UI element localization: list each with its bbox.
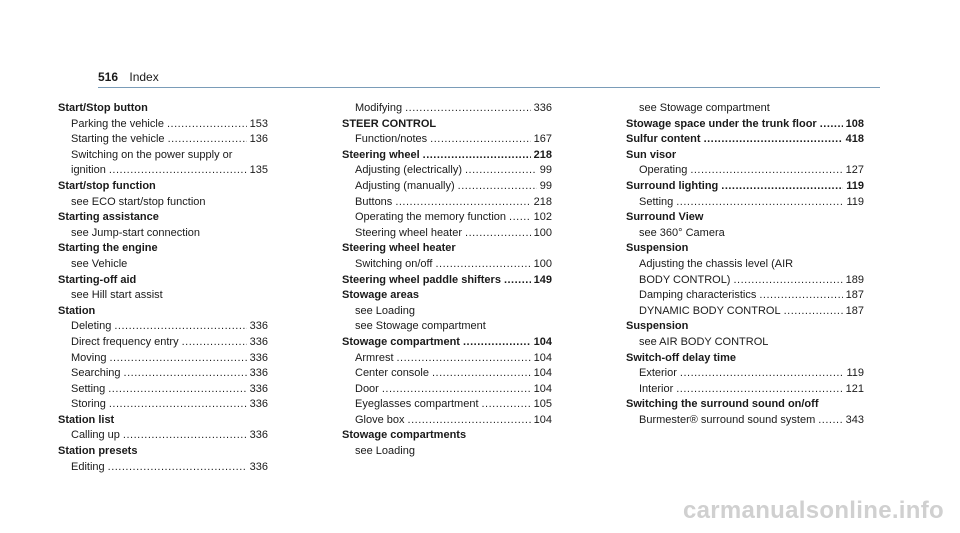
page-title: Index — [129, 70, 159, 84]
index-subentry — [626, 288, 864, 304]
entry-label: Suspension — [626, 242, 689, 255]
leader-dots — [167, 117, 247, 133]
index-heading — [58, 444, 268, 460]
leader-dots — [465, 226, 531, 242]
entry-label: BODY CONTROL) — [639, 273, 731, 286]
entry-label: Burmester® surround sound system — [639, 413, 816, 426]
index-subentry — [626, 273, 864, 289]
index-heading — [342, 335, 552, 351]
index-heading — [342, 288, 552, 304]
index-subentry — [58, 148, 268, 164]
entry-label: see ECO start/stop function — [71, 195, 206, 208]
index-heading — [626, 148, 864, 164]
leader-dots — [465, 163, 537, 179]
header-rule — [98, 87, 880, 88]
page-reference: 105 — [533, 398, 552, 411]
index-subentry — [58, 195, 268, 211]
page-reference: 167 — [533, 133, 552, 146]
index-subentry — [342, 163, 552, 179]
index-subentry — [58, 460, 268, 476]
index-subentry — [58, 335, 268, 351]
index-heading — [342, 428, 552, 444]
entry-label: Eyeglasses compartment — [355, 398, 479, 411]
entry-label: Stowage compartments — [342, 429, 467, 442]
index-subentry — [58, 366, 268, 382]
leader-dots — [382, 382, 531, 398]
index-heading — [58, 413, 268, 429]
page-reference: 336 — [249, 382, 268, 395]
leader-dots — [680, 366, 844, 382]
entry-label: Steering wheel heater — [342, 242, 456, 255]
index-subentry — [342, 397, 552, 413]
entry-label: Suspension — [626, 320, 689, 333]
page-reference: 104 — [533, 351, 552, 364]
index-heading — [58, 304, 268, 320]
index-heading — [626, 117, 864, 133]
page-reference: 336 — [249, 351, 268, 364]
index-subentry — [58, 226, 268, 242]
entry-label: Moving — [71, 351, 107, 364]
page-reference: 135 — [249, 164, 268, 177]
page-reference: 336 — [249, 367, 268, 380]
index-heading — [342, 148, 552, 164]
entry-label: see Hill start assist — [71, 289, 163, 302]
leader-dots — [395, 195, 530, 211]
page-reference: 99 — [539, 179, 552, 192]
entry-label: Door — [355, 382, 379, 395]
entry-label: see Stowage compartment — [639, 102, 770, 114]
entry-label: Adjusting the chassis level (AIR — [639, 257, 794, 270]
entry-label: Sulfur content — [626, 133, 701, 146]
index-subentry — [342, 101, 552, 117]
page-reference: 153 — [249, 117, 268, 130]
index-heading — [58, 101, 268, 117]
leader-dots — [784, 304, 843, 320]
leader-dots — [109, 163, 247, 179]
entry-label: Station list — [58, 413, 115, 426]
entry-label: Calling up — [71, 429, 120, 442]
entry-label: Editing — [71, 460, 105, 473]
page-reference: 104 — [533, 367, 552, 380]
entry-label: Steering wheel heater — [355, 226, 463, 239]
leader-dots — [818, 413, 842, 429]
leader-dots — [405, 101, 531, 117]
index-heading — [58, 241, 268, 257]
index-heading — [58, 210, 268, 226]
page-reference: 136 — [249, 133, 268, 146]
entry-label: Searching — [71, 367, 121, 380]
page-reference: 119 — [846, 195, 864, 208]
leader-dots — [733, 273, 842, 289]
leader-dots — [408, 413, 531, 429]
index-heading — [342, 241, 552, 257]
leader-dots — [482, 397, 531, 413]
index-heading — [626, 351, 864, 367]
index-subentry — [58, 428, 268, 444]
page-reference: 99 — [539, 164, 552, 177]
leader-dots — [108, 460, 247, 476]
index-subentry — [626, 304, 864, 320]
entry-label: Interior — [639, 382, 674, 395]
page-reference: 336 — [249, 320, 268, 333]
entry-label: Adjusting (electrically) — [355, 164, 462, 177]
entry-label: STEER CONTROL — [342, 117, 437, 130]
page-number: 516 — [98, 70, 119, 84]
leader-dots — [704, 132, 843, 148]
index-subentry — [342, 195, 552, 211]
entry-label: Switching on the power supply or — [71, 148, 233, 161]
entry-label: Switching the surround sound on/off — [626, 398, 819, 411]
entry-label: Station presets — [58, 445, 138, 458]
leader-dots — [676, 382, 842, 398]
page-reference: 336 — [533, 102, 552, 114]
page-reference: 119 — [846, 367, 864, 380]
entry-label: Stowage space under the trunk floor — [626, 117, 817, 130]
entry-label: see Jump-start connection — [71, 226, 201, 239]
entry-label: Switching on/off — [355, 257, 433, 270]
entry-label: Stowage areas — [342, 289, 420, 302]
index-heading — [342, 117, 552, 133]
page-reference: 100 — [533, 226, 552, 239]
page-reference: 121 — [845, 382, 864, 395]
entry-label: see Stowage compartment — [355, 320, 486, 333]
page-reference: 104 — [533, 413, 552, 426]
entry-label: Center console — [355, 367, 429, 380]
leader-dots — [109, 397, 247, 413]
leader-dots — [676, 195, 843, 211]
leader-dots — [435, 257, 530, 273]
page-reference: 218 — [533, 148, 552, 161]
watermark: carmanualsonline.info — [682, 497, 944, 524]
entry-label: Starting the vehicle — [71, 133, 165, 146]
page-reference: 336 — [249, 335, 268, 348]
leader-dots — [820, 117, 843, 133]
leader-dots — [109, 351, 246, 367]
page-reference: 108 — [845, 117, 864, 130]
index-subentry — [626, 366, 864, 382]
entry-label: Storing — [71, 398, 106, 411]
entry-label: Operating the memory function — [355, 211, 507, 224]
index-heading — [626, 210, 864, 226]
leader-dots — [509, 210, 531, 226]
entry-label: DYNAMIC BODY CONTROL — [639, 304, 781, 317]
index-heading — [626, 132, 864, 148]
entry-label: see Loading — [355, 304, 415, 317]
entry-label: Exterior — [639, 367, 677, 380]
leader-dots — [430, 132, 530, 148]
page-reference: 104 — [533, 335, 552, 348]
page-reference: 149 — [533, 273, 552, 286]
leader-dots — [123, 428, 247, 444]
index-subentry — [626, 335, 864, 351]
entry-label: Armrest — [355, 351, 394, 364]
entry-label: Direct frequency entry — [71, 335, 179, 348]
leader-dots — [108, 382, 246, 398]
leader-dots — [458, 179, 537, 195]
page-reference: 127 — [845, 164, 864, 177]
page-reference: 189 — [845, 273, 864, 286]
entry-label: Surround lighting — [626, 179, 719, 192]
index-subentry — [342, 413, 552, 429]
index-subentry — [626, 257, 864, 273]
entry-label: Starting assistance — [58, 211, 159, 224]
index-subentry — [58, 288, 268, 304]
entry-label: ignition — [71, 164, 106, 177]
leader-dots — [504, 273, 531, 289]
page-reference: 336 — [249, 398, 268, 411]
index-heading — [626, 179, 864, 195]
entry-label: Modifying — [355, 102, 403, 114]
entry-label: Start/Stop button — [58, 102, 148, 114]
page-reference: 102 — [533, 211, 552, 224]
entry-label: Buttons — [355, 195, 393, 208]
index-subentry — [626, 413, 864, 429]
index-subentry — [626, 382, 864, 398]
index-subentry — [342, 132, 552, 148]
page-reference: 336 — [249, 460, 268, 473]
index-subentry — [58, 382, 268, 398]
index-heading — [58, 273, 268, 289]
entry-label: see AIR BODY CONTROL — [639, 335, 769, 348]
leader-dots — [759, 288, 842, 304]
index-subentry — [342, 366, 552, 382]
index-heading — [626, 397, 864, 413]
page-reference: 336 — [249, 429, 268, 442]
page-reference: 343 — [845, 413, 864, 426]
index-subentry — [58, 351, 268, 367]
page-header — [98, 70, 159, 84]
index-subentry — [342, 257, 552, 273]
entry-label: see 360° Camera — [639, 226, 725, 239]
index-heading — [626, 241, 864, 257]
index-subentry — [342, 351, 552, 367]
leader-dots — [114, 319, 246, 335]
index-subentry — [58, 319, 268, 335]
entry-label: Parking the vehicle — [71, 117, 164, 130]
page-reference: 100 — [533, 257, 552, 270]
entry-label: Adjusting (manually) — [355, 179, 455, 192]
leader-dots — [690, 163, 842, 179]
entry-label: see Vehicle — [71, 257, 128, 270]
entry-label: Function/notes — [355, 133, 428, 146]
leader-dots — [463, 335, 531, 351]
index-subentry — [342, 319, 552, 335]
index-subentry — [58, 117, 268, 133]
entry-label: Starting the engine — [58, 242, 158, 255]
index-subentry — [626, 101, 864, 117]
entry-label: Sun visor — [626, 148, 677, 161]
page-reference: 218 — [533, 195, 552, 208]
leader-dots — [397, 351, 531, 367]
index-subentry — [58, 257, 268, 273]
leader-dots — [182, 335, 247, 351]
index-subentry — [342, 226, 552, 242]
entry-label: Station — [58, 304, 96, 317]
page-reference: 187 — [845, 304, 864, 317]
entry-label: Start/stop function — [58, 179, 156, 192]
entry-label: Damping characteristics — [639, 289, 757, 302]
entry-label: Operating — [639, 164, 688, 177]
leader-dots — [432, 366, 531, 382]
entry-label: Switch-off delay time — [626, 351, 737, 364]
index-subentry — [342, 444, 552, 460]
index-subentry — [342, 304, 552, 320]
index-column-2 — [342, 101, 552, 460]
index-subentry — [626, 226, 864, 242]
entry-label: Steering wheel paddle shifters — [342, 273, 501, 286]
index-heading — [626, 319, 864, 335]
leader-dots — [423, 148, 531, 164]
index-subentry — [626, 195, 864, 211]
entry-label: Stowage compartment — [342, 335, 460, 348]
index-subentry — [58, 132, 268, 148]
page-reference: 418 — [845, 133, 864, 146]
leader-dots — [124, 366, 247, 382]
page-reference: 187 — [845, 289, 864, 302]
entry-label: Deleting — [71, 320, 112, 333]
index-column-1 — [58, 101, 268, 475]
entry-label: Starting-off aid — [58, 273, 137, 286]
entry-label: Setting — [639, 195, 674, 208]
index-heading — [58, 179, 268, 195]
entry-label: Setting — [71, 382, 106, 395]
page-reference: 104 — [533, 382, 552, 395]
index-subentry — [626, 163, 864, 179]
index-subentry — [58, 163, 268, 179]
index-column-3 — [626, 101, 864, 428]
page-reference: 119 — [846, 179, 864, 192]
index-subentry — [342, 382, 552, 398]
index-subentry — [342, 210, 552, 226]
entry-label: Glove box — [355, 413, 405, 426]
index-heading — [342, 273, 552, 289]
entry-label: Surround View — [626, 211, 704, 224]
entry-label: see Loading — [355, 445, 415, 458]
leader-dots — [721, 179, 843, 195]
leader-dots — [168, 132, 247, 148]
index-subentry — [58, 397, 268, 413]
index-subentry — [342, 179, 552, 195]
entry-label: Steering wheel — [342, 148, 420, 161]
